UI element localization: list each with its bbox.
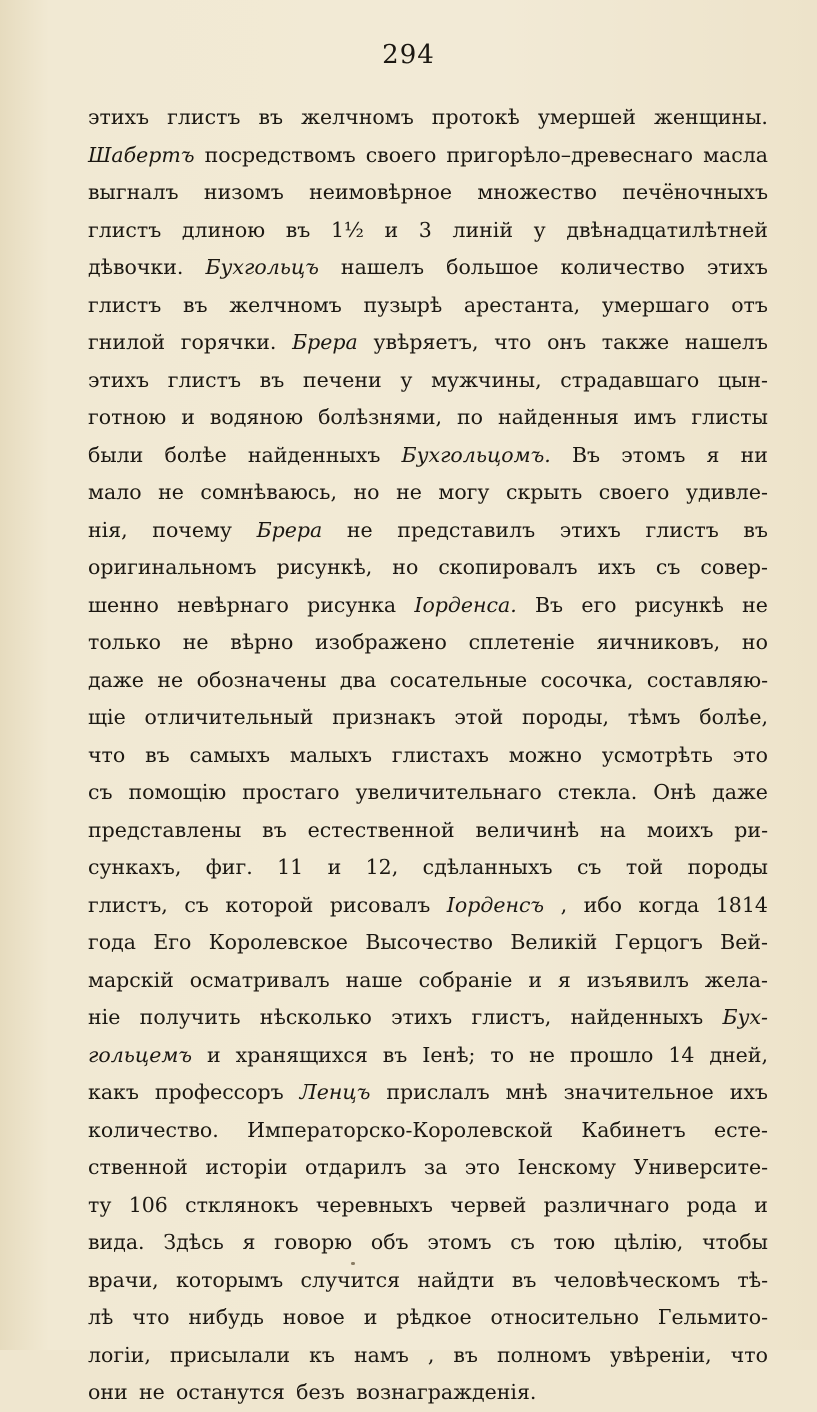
- text-line: [88, 1224, 768, 1262]
- word: глистахъ: [391, 742, 489, 767]
- word: Въ: [571, 442, 601, 467]
- text-line: [88, 324, 768, 362]
- word: оригинальномъ: [88, 555, 257, 579]
- word: тѣмъ: [627, 705, 681, 729]
- word: найденныхъ: [570, 1005, 704, 1029]
- word: мало: [88, 480, 142, 504]
- word: вознагражденія.: [356, 1380, 537, 1404]
- body-text: [88, 99, 768, 1412]
- word: изображено: [315, 630, 447, 654]
- word: Іенѣ;: [422, 1042, 476, 1067]
- word: скопировалъ: [438, 555, 578, 579]
- word: прислалъ: [386, 1080, 490, 1104]
- word: не: [157, 667, 184, 692]
- word: усмотрѣть: [601, 742, 713, 767]
- word: тѣ-: [737, 1267, 768, 1292]
- word: ніе: [88, 1005, 121, 1029]
- text-line: [88, 624, 768, 662]
- word: самыхъ: [189, 742, 271, 767]
- word: сплетеніе: [468, 630, 575, 654]
- word: ри-: [734, 817, 768, 842]
- word: я: [242, 1230, 256, 1254]
- word: невѣрнаго: [177, 592, 289, 617]
- word: стекла.: [557, 780, 638, 804]
- word: отъ: [731, 292, 768, 317]
- word: не: [182, 630, 209, 654]
- word: его: [581, 592, 617, 617]
- word: печени: [302, 367, 382, 392]
- word: этихъ: [88, 367, 150, 392]
- word: и: [206, 1042, 221, 1067]
- word: что: [88, 742, 126, 767]
- word: признакъ: [332, 705, 436, 729]
- text-line: [88, 962, 768, 1000]
- word: найдти: [417, 1267, 495, 1292]
- text-line: [88, 1149, 768, 1187]
- word: нашелъ: [684, 330, 768, 354]
- word: цѣлію,: [613, 1230, 684, 1254]
- text-line: [88, 924, 768, 962]
- word: вѣрно: [230, 630, 294, 654]
- word: рисункѣ,: [276, 555, 373, 579]
- word: этихъ: [706, 255, 768, 279]
- word: и: [384, 217, 399, 242]
- text-line: [88, 587, 768, 625]
- word: жела-: [704, 967, 768, 992]
- word: которой: [225, 892, 314, 917]
- word: марскій: [88, 967, 174, 992]
- word: сункахъ,: [88, 855, 182, 879]
- word: въ: [743, 517, 768, 542]
- word: профессоръ: [154, 1080, 284, 1104]
- word: я: [557, 967, 571, 992]
- word: готною: [88, 405, 167, 429]
- word: я: [706, 442, 720, 467]
- word: рисовалъ: [329, 892, 431, 917]
- word: намъ: [353, 1342, 409, 1367]
- text-line: [88, 137, 768, 175]
- word: наше: [345, 967, 403, 992]
- word: моихъ: [646, 817, 714, 842]
- word: глистъ: [88, 217, 162, 242]
- text-line: [88, 99, 768, 137]
- word: у: [533, 217, 546, 242]
- word: рода: [686, 1192, 737, 1217]
- word: цын-: [717, 367, 768, 392]
- word: ихъ: [729, 1080, 768, 1104]
- word: 11: [277, 855, 304, 879]
- word: естественной: [307, 817, 455, 842]
- text-line: [88, 362, 768, 400]
- word: почему: [152, 517, 232, 542]
- word: не: [742, 592, 768, 617]
- text-line: [88, 287, 768, 325]
- text-line: [88, 1374, 768, 1412]
- word: стклянокъ: [185, 1192, 299, 1217]
- word: двѣнадцатилѣтней: [566, 217, 768, 242]
- word: глистъ: [167, 367, 242, 392]
- word: рѣдкое: [396, 1305, 472, 1329]
- word: останутся: [176, 1380, 285, 1404]
- word: Іенскому: [517, 1155, 617, 1179]
- word: также: [601, 330, 670, 354]
- word: ,: [427, 1342, 435, 1367]
- word: что: [494, 330, 532, 354]
- word: можно: [508, 742, 582, 767]
- word: черевныхъ: [315, 1192, 433, 1217]
- word: глистъ: [88, 292, 162, 317]
- word: даже: [712, 780, 768, 804]
- text-line: [88, 212, 768, 250]
- word: этомъ: [621, 442, 686, 467]
- word: желчномъ: [301, 105, 414, 129]
- word: въ: [285, 217, 311, 242]
- word: хранящихся: [235, 1042, 368, 1067]
- word: Бух-: [722, 1005, 768, 1029]
- word: отдарилъ: [305, 1155, 407, 1179]
- text-line: [88, 1074, 768, 1112]
- word: врачи,: [88, 1267, 159, 1292]
- word: удивле-: [685, 480, 768, 504]
- word: это: [464, 1155, 500, 1179]
- word: скрыть: [506, 480, 583, 504]
- word: шенно: [88, 592, 159, 617]
- word: ихъ: [597, 555, 636, 579]
- word: это: [732, 742, 768, 767]
- word: Бухгольцомъ.: [401, 442, 551, 467]
- word: найденныхъ: [247, 442, 381, 467]
- word: составляю-: [646, 667, 768, 692]
- word: говорю: [274, 1230, 353, 1254]
- word: ибо: [583, 892, 622, 917]
- word: длиною: [181, 217, 266, 242]
- word: изъявилъ: [586, 967, 689, 992]
- word: за: [423, 1155, 448, 1179]
- text-line: [88, 1299, 768, 1337]
- word: осматривалъ: [189, 967, 330, 992]
- word: сосочка,: [540, 667, 634, 692]
- word: случится: [300, 1267, 401, 1292]
- word: масла: [703, 142, 768, 167]
- word: нашелъ: [340, 255, 425, 279]
- word: по: [456, 405, 483, 429]
- word: они: [88, 1380, 128, 1404]
- word: неимовѣрное: [309, 180, 453, 204]
- word: болѣе,: [699, 705, 768, 729]
- word: въ: [382, 1042, 408, 1067]
- word: но: [392, 555, 419, 579]
- word: породы,: [522, 705, 609, 729]
- word: на: [600, 817, 626, 842]
- word: Брера: [256, 517, 323, 542]
- word: большое: [446, 255, 539, 279]
- word: нѣсколько: [259, 1005, 372, 1029]
- word: человѣческомъ: [553, 1267, 721, 1292]
- word: нибудь: [188, 1305, 264, 1329]
- word: представлены: [88, 817, 242, 842]
- word: увѣряетъ,: [373, 330, 479, 354]
- word: онъ: [547, 330, 587, 354]
- text-line: [88, 999, 768, 1037]
- word: мужчины,: [431, 367, 542, 392]
- word: Ленцъ: [299, 1080, 371, 1104]
- word: этомъ: [427, 1230, 492, 1254]
- word: имъ: [633, 405, 677, 429]
- word: червей: [450, 1192, 527, 1217]
- word: 106: [128, 1192, 168, 1217]
- word: 12,: [365, 855, 399, 879]
- word: Онѣ: [653, 780, 697, 804]
- word: глисты: [691, 405, 768, 429]
- word: совер-: [700, 555, 768, 579]
- word: 1½: [330, 217, 364, 242]
- word: съ: [184, 892, 209, 917]
- text-line: [88, 699, 768, 737]
- word: въ: [262, 817, 287, 842]
- word: лѣ: [88, 1305, 114, 1329]
- word: щіе: [88, 705, 126, 729]
- word: въ: [511, 1267, 537, 1292]
- word: Бухгольцъ: [205, 255, 319, 279]
- word: не: [158, 480, 184, 504]
- word: года: [88, 930, 136, 954]
- text-line: [88, 1112, 768, 1150]
- word: Вей-: [720, 930, 768, 954]
- word: не: [529, 1042, 555, 1067]
- word: исторіи: [205, 1155, 288, 1179]
- word: объ: [370, 1230, 409, 1254]
- word: Великій: [510, 930, 598, 954]
- word: собраніе: [418, 967, 513, 992]
- word: Въ: [534, 592, 564, 617]
- word: отличительный: [144, 705, 314, 729]
- text-line: [88, 474, 768, 512]
- word: мнѣ: [505, 1080, 548, 1104]
- word: въ: [182, 292, 208, 317]
- text-line: [88, 512, 768, 550]
- word: величинѣ: [475, 817, 580, 842]
- word: количество.: [88, 1117, 219, 1142]
- word: въ: [259, 367, 285, 392]
- word: фиг.: [205, 855, 253, 879]
- word: пригорѣло–древеснаго: [446, 142, 694, 167]
- word: своего: [598, 480, 670, 504]
- text-line: [88, 249, 768, 287]
- word: 1814: [715, 892, 768, 917]
- word: низомъ: [203, 180, 284, 204]
- word: тою: [553, 1230, 596, 1254]
- word: что: [730, 1342, 768, 1367]
- word: съ: [510, 1230, 535, 1254]
- word: но: [353, 480, 380, 504]
- page-number: 294: [382, 40, 435, 70]
- word: дѣвочки.: [88, 255, 184, 279]
- word: породы: [687, 855, 768, 879]
- word: были: [88, 442, 144, 467]
- text-line: [88, 174, 768, 212]
- word: значительное: [563, 1080, 714, 1104]
- word: выгналъ: [88, 180, 179, 204]
- word: къ: [309, 1342, 335, 1367]
- word: печёночныхъ: [622, 180, 768, 204]
- text-line: [88, 437, 768, 475]
- word: и: [754, 1192, 768, 1217]
- word: этой: [454, 705, 504, 729]
- text-line: [88, 399, 768, 437]
- word: ту: [88, 1192, 112, 1217]
- word: прошло: [569, 1042, 654, 1067]
- word: помощію: [128, 780, 227, 804]
- word: желчномъ: [229, 292, 342, 317]
- text-line: [88, 662, 768, 700]
- text-line: [88, 1187, 768, 1225]
- word: которымъ: [175, 1267, 284, 1292]
- word: глистъ,: [471, 1005, 552, 1029]
- word: глистъ: [167, 105, 241, 129]
- word: ни: [740, 442, 768, 467]
- word: съ: [576, 855, 602, 879]
- word: есте-: [713, 1117, 768, 1142]
- word: съ: [88, 780, 113, 804]
- word: въ: [258, 105, 284, 129]
- word: когда: [638, 892, 700, 917]
- word: Гельмито-: [657, 1305, 768, 1329]
- word: малыхъ: [289, 742, 373, 767]
- word: этихъ: [391, 1005, 453, 1029]
- word: сдѣланныхъ: [422, 855, 553, 879]
- word: Университе-: [633, 1155, 768, 1179]
- word: съ: [655, 555, 681, 579]
- ink-speck: [351, 1262, 355, 1265]
- word: Кабинетъ: [581, 1117, 686, 1142]
- word: обозначены: [196, 667, 327, 692]
- word: сомнѣваюсь,: [200, 480, 337, 504]
- text-line: [88, 1037, 768, 1075]
- word: въ: [145, 742, 170, 767]
- word: сосательные: [389, 667, 528, 692]
- word: могу: [438, 480, 490, 504]
- text-line: [88, 1262, 768, 1300]
- word: гольцемъ: [88, 1042, 193, 1067]
- word: присылали: [169, 1342, 291, 1367]
- word: дней,: [709, 1042, 768, 1067]
- word: гнилой: [88, 330, 166, 354]
- word: найденныя: [497, 405, 619, 429]
- word: только: [88, 630, 162, 654]
- word: страдавшаго: [560, 367, 700, 392]
- word: представилъ: [397, 517, 536, 542]
- word: умершаго: [601, 292, 710, 317]
- word: и: [181, 405, 195, 429]
- word: то: [490, 1042, 515, 1067]
- word: и: [327, 855, 342, 879]
- word: два: [339, 667, 377, 692]
- word: глистъ: [645, 517, 719, 542]
- word: нія,: [88, 517, 128, 542]
- word: арестанта,: [463, 292, 581, 317]
- word: множество: [477, 180, 598, 204]
- text-line: [88, 887, 768, 925]
- word: ственной: [88, 1155, 188, 1179]
- word: Его: [153, 930, 192, 954]
- text-line: [88, 849, 768, 887]
- word: Іорденсъ: [446, 892, 545, 917]
- word: протокѣ: [431, 105, 520, 129]
- word: линій: [452, 217, 514, 242]
- word: рисунка: [307, 592, 397, 617]
- word: простаго: [242, 780, 340, 804]
- word: болѣе: [164, 442, 227, 467]
- word: не: [138, 1380, 165, 1404]
- word: даже: [88, 667, 144, 692]
- word: не: [396, 480, 422, 504]
- word: Герцогъ: [614, 930, 703, 954]
- word: Брера: [292, 330, 358, 354]
- word: и: [528, 967, 543, 992]
- word: чтобы: [702, 1230, 768, 1254]
- word: яичниковъ,: [596, 630, 721, 654]
- word: полномъ: [496, 1342, 592, 1367]
- word: ,: [560, 892, 568, 917]
- text-line: [88, 737, 768, 775]
- word: увѣреніи,: [610, 1342, 712, 1367]
- word: 3: [418, 217, 432, 242]
- word: у: [400, 367, 413, 392]
- word: количество: [560, 255, 685, 279]
- word: Высочество: [365, 930, 493, 954]
- word: той: [625, 855, 664, 879]
- word: этихъ: [88, 105, 150, 129]
- word: своего: [365, 142, 437, 167]
- word: увеличительнаго: [355, 780, 542, 804]
- word: но: [741, 630, 768, 654]
- text-line: [88, 812, 768, 850]
- word: Шабертъ: [88, 142, 195, 167]
- word: женщины.: [654, 105, 768, 129]
- word: 14: [668, 1042, 695, 1067]
- word: получить: [139, 1005, 241, 1029]
- word: посредствомъ: [204, 142, 356, 167]
- word: и: [363, 1305, 378, 1329]
- word: не: [346, 517, 373, 542]
- word: болѣзнями,: [318, 405, 443, 429]
- word: вида.: [88, 1230, 145, 1254]
- word: этихъ: [559, 517, 621, 542]
- word: рисункѣ: [634, 592, 724, 617]
- word: Здѣсь: [163, 1230, 224, 1254]
- word: Іорденса.: [414, 592, 517, 617]
- word: безъ: [296, 1380, 345, 1404]
- word: въ: [453, 1342, 478, 1367]
- word: горячки.: [180, 330, 277, 354]
- word: водяною: [209, 405, 304, 429]
- word: Королевское: [208, 930, 348, 954]
- word: новое: [282, 1305, 345, 1329]
- word: умершей: [537, 105, 636, 129]
- word: что: [132, 1305, 170, 1329]
- word: какъ: [88, 1080, 139, 1104]
- text-line: [88, 549, 768, 587]
- word: Императорско-Королевской: [247, 1117, 554, 1142]
- word: пузырѣ: [363, 292, 443, 317]
- word: различнаго: [543, 1192, 670, 1217]
- word: глистъ,: [88, 892, 168, 917]
- word: относительно: [490, 1305, 640, 1329]
- text-line: [88, 774, 768, 812]
- word: логіи,: [88, 1342, 151, 1367]
- text-line: [88, 1337, 768, 1375]
